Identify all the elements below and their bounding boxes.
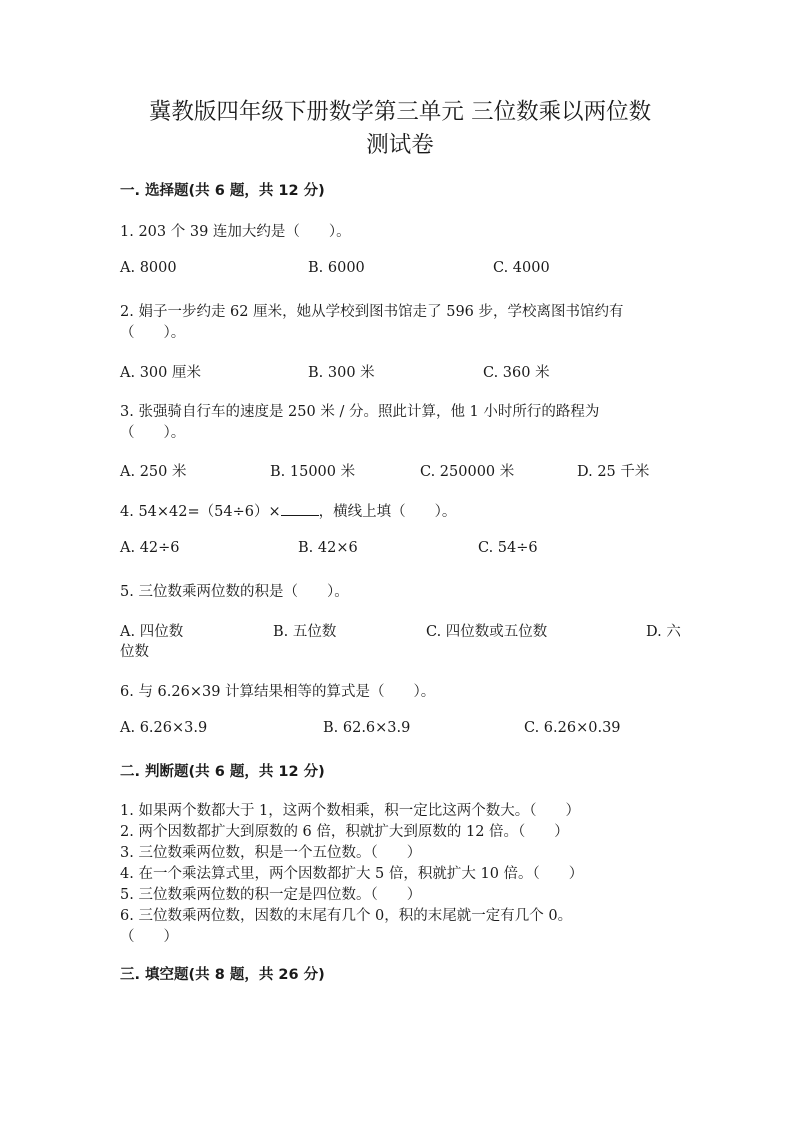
- option-6a: A. 6.26×3.9: [120, 720, 208, 736]
- judge-item-6-cont: （ ）: [120, 929, 178, 945]
- option-5d-wrap: 位数: [120, 644, 149, 660]
- question-5: 5. 三位数乘两位数的积是（ ）。: [120, 584, 349, 600]
- judge-item-2: 2. 两个因数都扩大到原数的 6 倍，积就扩大到原数的 12 倍。（ ）: [120, 824, 569, 840]
- option-5c: C. 四位数或五位数: [426, 624, 548, 640]
- judge-item-5: 5. 三位数乘两位数的积一定是四位数。（ ）: [120, 887, 422, 903]
- option-3d: D. 25 千米: [577, 464, 650, 480]
- option-3b: B. 15000 米: [270, 464, 356, 480]
- question-4-text-b: ，横线上填（ ）。: [318, 504, 457, 520]
- question-3-cont: （ ）。: [120, 425, 186, 441]
- question-1: 1. 203 个 39 连加大约是（ ）。: [120, 224, 351, 240]
- question-3: 3. 张强骑自行车的速度是 250 米 / 分。照此计算，他 1 小时所行的路程为: [120, 404, 600, 420]
- option-5b: B. 五位数: [273, 624, 337, 640]
- option-6b: B. 62.6×3.9: [323, 720, 411, 736]
- judge-item-6: 6. 三位数乘两位数，因数的末尾有几个 0，积的末尾就一定有几个 0。: [120, 908, 573, 924]
- option-5d: D. 六: [646, 624, 681, 640]
- option-5a: A. 四位数: [120, 624, 184, 640]
- option-1c: C. 4000: [493, 260, 550, 276]
- option-6c: C. 6.26×0.39: [524, 720, 621, 736]
- option-3c: C. 250000 米: [420, 464, 515, 480]
- page-title-line2: 测试卷: [366, 132, 434, 158]
- question-2-cont: （ ）。: [120, 325, 186, 341]
- option-2c: C. 360 米: [483, 365, 550, 381]
- judge-item-3: 3. 三位数乘两位数，积是一个五位数。（ ）: [120, 845, 422, 861]
- option-4b: B. 42×6: [298, 540, 358, 556]
- question-4-text-a: 4. 54×42=（54÷6）×: [120, 504, 281, 520]
- option-1b: B. 6000: [308, 260, 365, 276]
- fill-blank-line: [281, 501, 319, 516]
- option-4a: A. 42÷6: [120, 540, 180, 556]
- section-heading-choice: 一. 选择题(共 6 题，共 12 分): [120, 183, 325, 199]
- page-title: 冀教版四年级下册数学第三单元 三位数乘以两位数: [148, 99, 652, 125]
- option-2a: A. 300 厘米: [120, 365, 201, 381]
- option-2b: B. 300 米: [308, 365, 375, 381]
- option-3a: A. 250 米: [120, 464, 187, 480]
- question-2: 2. 娟子一步约走 62 厘米，她从学校到图书馆走了 596 步，学校离图书馆约有: [120, 304, 624, 320]
- judge-item-4: 4. 在一个乘法算式里，两个因数都扩大 5 倍，积就扩大 10 倍。（ ）: [120, 866, 584, 882]
- judge-item-1: 1. 如果两个数都大于 1，这两个数相乘，积一定比这两个数大。（ ）: [120, 803, 581, 819]
- option-4c: C. 54÷6: [478, 540, 538, 556]
- section-heading-judge: 二. 判断题(共 6 题，共 12 分): [120, 764, 325, 780]
- question-4: [120, 500, 456, 521]
- section-heading-fill: 三. 填空题(共 8 题，共 26 分): [120, 967, 325, 983]
- question-6: 6. 与 6.26×39 计算结果相等的算式是（ ）。: [120, 684, 436, 700]
- option-1a: A. 8000: [120, 260, 177, 276]
